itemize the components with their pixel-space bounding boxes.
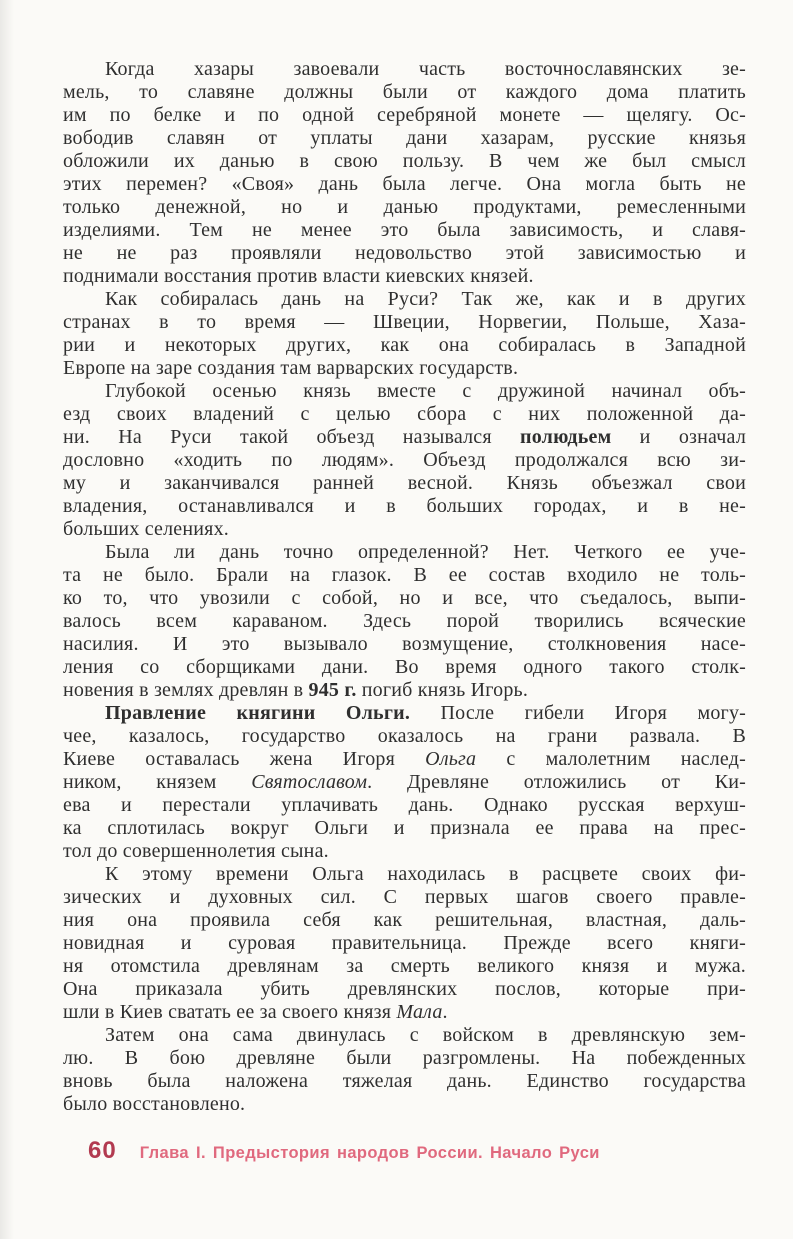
paragraph	[63, 288, 746, 380]
text-run: обложили их данью в свою пользу. В чем же был смысл	[63, 150, 746, 172]
text-run: этих перемен? «Своя» дань была легче. Она могла быть не	[63, 173, 746, 195]
text-line	[63, 127, 746, 150]
text-line	[63, 1070, 746, 1093]
paragraph	[63, 863, 746, 1024]
paragraph	[63, 1024, 746, 1116]
text-run: полюдьем	[520, 426, 612, 448]
text-run: Европе на заре создания там варварских государств.	[63, 357, 519, 379]
text-block	[63, 58, 746, 1116]
text-run: тол до совершеннолетия сына.	[63, 840, 329, 862]
text-run: новения в землях древлян в	[63, 679, 309, 701]
text-line	[63, 794, 746, 817]
paragraph	[63, 380, 746, 541]
text-run: и означал	[611, 426, 746, 448]
text-line	[63, 495, 746, 518]
text-run: ко то, что увозили с собой, но и все, что съедалось, выпи-	[63, 587, 746, 609]
text-line	[63, 656, 746, 679]
text-run: . Древляне отложились от Ки-	[367, 771, 746, 793]
text-run: шли в Киев сватать ее за своего князя	[63, 1001, 397, 1023]
text-run: им по белке и по одной серебряной монете — щелягу. Ос-	[63, 104, 746, 126]
text-line	[63, 150, 746, 173]
text-run: Правление княгини Ольги.	[105, 702, 411, 724]
text-run: рии и некоторых других, как она собиралась в Западной	[63, 334, 746, 356]
text-run: Святославом	[251, 771, 368, 793]
text-run: владения, останавливался и в больших городах, и в не-	[63, 495, 746, 517]
text-run: больших селениях.	[63, 518, 229, 540]
text-run: погиб князь Игорь.	[356, 679, 529, 701]
text-run: не не раз проявляли недовольство этой зависимостью и	[63, 242, 746, 264]
text-run: езд своих владений с целью сбора с них положенной да-	[63, 403, 746, 425]
text-run: ни. На Руси такой объезд назывался	[63, 426, 521, 448]
text-line	[63, 196, 746, 219]
text-run: Когда хазары завоевали часть восточнославянских зе-	[105, 58, 746, 80]
text-run: ня отомстила древлянам за смерть великого князя и мужа.	[63, 955, 746, 977]
text-line	[63, 817, 746, 840]
text-run: мель, то славяне должны были от каждого дома платить	[63, 81, 746, 103]
chapter-title: Глава I. Предыстория народов России. Начало Руси	[139, 1144, 600, 1162]
paragraph	[63, 58, 746, 288]
text-line	[63, 932, 746, 955]
paragraph	[63, 541, 746, 702]
text-line	[63, 58, 746, 81]
text-line	[63, 311, 746, 334]
text-run: вновь была наложена тяжелая дань. Единство государства	[63, 1070, 746, 1092]
text-run: ником, князем	[63, 771, 252, 793]
text-line	[63, 426, 746, 449]
text-run: Глубокой осенью князь вместе с дружиной начинал объ-	[105, 380, 746, 402]
text-run: изделиями. Тем не менее это была зависимость, и славя-	[63, 219, 746, 241]
text-line	[63, 380, 746, 403]
text-line	[63, 265, 746, 288]
page-footer	[88, 1137, 600, 1165]
text-line	[63, 104, 746, 127]
text-run: вободив славян от уплаты дани хазарам, русские князья	[63, 127, 746, 149]
text-line	[63, 541, 746, 564]
text-line	[63, 403, 746, 426]
text-run: му и заканчивался ранней весной. Князь объезжал свои	[63, 472, 746, 494]
text-line	[63, 242, 746, 265]
text-run: ка сплотилась вокруг Ольги и признала ее права на прес-	[63, 817, 746, 839]
text-run: дословно «ходить по людям». Объезд продолжался всю зи-	[63, 449, 746, 471]
page-number: 60	[88, 1137, 117, 1164]
text-run: ния она проявила себя как решительная, властная, даль-	[63, 909, 746, 931]
text-run: с малолетним наслед-	[476, 748, 746, 770]
text-line	[63, 679, 746, 702]
text-run: ева и перестали уплачивать дань. Однако русская верхуш-	[63, 794, 746, 816]
text-line	[63, 472, 746, 495]
text-run: Затем она сама двинулась с войском в древлянскую зем-	[105, 1024, 746, 1046]
text-line	[63, 334, 746, 357]
text-run: ления со сборщиками дани. Во время одного такого столк-	[63, 656, 746, 678]
text-line	[63, 357, 746, 380]
text-line	[63, 1047, 746, 1070]
text-line	[63, 610, 746, 633]
text-line	[63, 587, 746, 610]
text-run: было восстановлено.	[63, 1093, 246, 1115]
text-line	[63, 633, 746, 656]
text-run: насилия. И это вызывало возмущение, столкновения насе-	[63, 633, 746, 655]
text-run: Киеве оставалась жена Игоря	[63, 748, 426, 770]
text-run: Ольга	[425, 748, 477, 770]
paragraph	[63, 702, 746, 863]
text-run: Как собиралась дань на Руси? Так же, как и в других	[105, 288, 746, 310]
text-run: Была ли дань точно определенной? Нет. Четкого ее уче-	[105, 541, 746, 563]
text-line	[63, 219, 746, 242]
text-line	[63, 1024, 746, 1047]
text-line	[63, 909, 746, 932]
scan-edge-shading	[0, 0, 14, 1239]
text-run: поднимали восстания против власти киевских князей.	[63, 265, 534, 287]
text-line	[63, 702, 746, 725]
text-run: чее, казалось, государство оказалось на грани развала. В	[63, 725, 746, 747]
text-run: После гибели Игоря могу-	[410, 702, 746, 724]
text-line	[63, 771, 746, 794]
text-line	[63, 748, 746, 771]
text-line	[63, 725, 746, 748]
text-line	[63, 863, 746, 886]
text-line	[63, 886, 746, 909]
text-line	[63, 518, 746, 541]
text-line	[63, 81, 746, 104]
text-run: та не было. Брали на глазок. В ее состав входило не толь-	[63, 564, 746, 586]
text-line	[63, 978, 746, 1001]
text-run: лю. В бою древляне были разгромлены. На побежденных	[63, 1047, 746, 1069]
text-run: валось всем караваном. Здесь порой творились всяческие	[63, 610, 746, 632]
text-line	[63, 1001, 746, 1024]
text-run: странах в то время — Швеции, Норвегии, Польше, Хаза-	[63, 311, 746, 333]
text-line	[63, 955, 746, 978]
text-line	[63, 449, 746, 472]
text-run: зических и духовных сил. С первых шагов своего правле-	[63, 886, 746, 908]
text-run: .	[442, 1001, 448, 1023]
text-run: К этому времени Ольга находилась в расцвете своих фи-	[105, 863, 746, 885]
text-line	[63, 173, 746, 196]
text-line	[63, 564, 746, 587]
text-run: Она приказала убить древлянских послов, которые при-	[63, 978, 746, 1000]
text-line	[63, 1093, 746, 1116]
text-line	[63, 288, 746, 311]
text-run: только денежной, но и данью продуктами, ремесленными	[63, 196, 746, 218]
text-line	[63, 840, 746, 863]
text-run: 945 г.	[308, 679, 357, 701]
text-run: новидная и суровая правительница. Прежде всего княги-	[63, 932, 746, 954]
text-run: Мала	[396, 1001, 443, 1023]
